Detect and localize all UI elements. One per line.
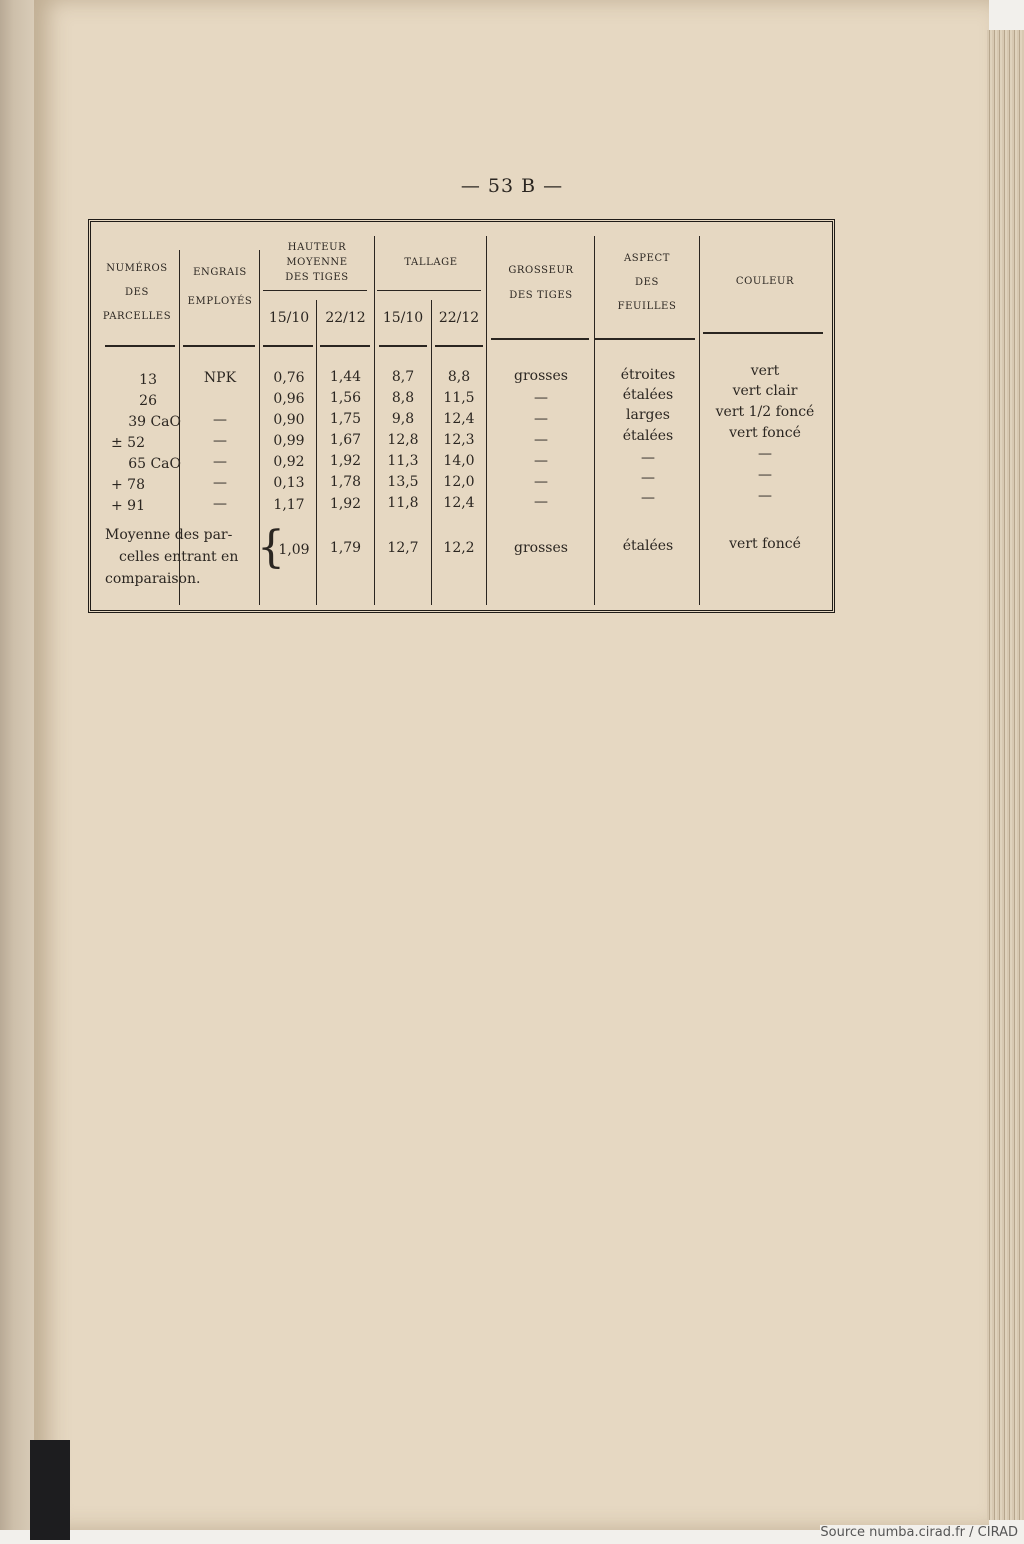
header-line: EMPLOYÉS [187,296,253,307]
header-rule [263,290,367,291]
header-rule [595,338,695,340]
cell-hauteur-1510: 0,99 [273,433,305,449]
cell-engrais: — [213,454,227,470]
mean-hauteur-1510: 1,09 [278,542,310,558]
cell-tallage-1510: 8,7 [391,369,415,385]
cell-hauteur-1510: 0,76 [273,370,305,386]
mean-label-line: comparaison. [105,571,201,587]
subheader-tallage-1510: 15/10 [382,310,424,326]
cell-grosseur: — [534,390,548,406]
cell-aspect: — [641,490,655,506]
header-line: ENGRAIS [193,267,247,278]
cell-couleur: — [758,467,772,483]
header-line: HAUTEUR [287,242,347,253]
cell-engrais: — [213,475,227,491]
header-tallage: TALLAGE [404,257,458,268]
header-couleur: COULEUR [735,276,795,287]
cell-engrais: — [213,433,227,449]
cell-aspect: — [641,470,655,486]
cell-couleur: vert clair [732,383,798,399]
cell-hauteur-1510: 1,17 [273,497,305,513]
cell-hauteur-2212: 1,78 [329,474,362,490]
cell-engrais: — [213,412,227,428]
header-line: FEUILLES [617,301,677,312]
cell-parcelle: 26 [139,393,157,409]
cell-couleur: vert 1/2 foncé [715,404,815,420]
cell-aspect: étalées [622,428,674,444]
cell-grosseur: — [534,453,548,469]
cell-hauteur-2212: 1,67 [329,432,362,448]
subheader-hauteur-1510: 15/10 [268,310,310,326]
cell-aspect: étalées [622,387,674,403]
cell-tallage-2212: 12,0 [443,474,475,490]
cell-hauteur-2212: 1,92 [329,453,362,469]
header-line: DES [125,287,149,298]
header-line: DES TIGES [509,290,573,301]
cell-parcelle: 65 CaO [128,456,181,472]
page-number: — 53 B — [460,175,564,197]
cell-tallage-2212: 8,8 [447,369,471,385]
header-rule [435,345,483,347]
mean-tallage-2212: 12,2 [443,540,475,556]
header-rule [320,345,370,347]
header-rule [105,345,175,347]
mean-hauteur-2212: 1,79 [329,540,362,556]
mean-label-line: Moyenne des par- [105,527,233,543]
cell-hauteur-2212: 1,92 [329,496,362,512]
book-spine-edge [0,0,34,1530]
header-line: MOYENNE [286,257,348,268]
mean-label [105,524,265,590]
cell-couleur: — [758,446,772,462]
cell-couleur: vert [750,363,780,379]
brace-icon: { [257,522,285,573]
cell-aspect: — [641,450,655,466]
cell-hauteur-2212: 1,56 [329,390,362,406]
header-line: ASPECT [623,253,671,264]
data-table [88,219,835,613]
cell-grosseur: — [534,432,548,448]
mean-tallage-1510: 12,7 [387,540,419,556]
cell-tallage-2212: 12,3 [443,432,475,448]
cell-grosseur: — [534,411,548,427]
header-rule [703,332,823,334]
cell-grosseur: — [534,494,548,510]
header-line: DES TIGES [285,272,349,283]
cell-couleur: vert foncé [729,425,801,441]
mean-aspect: étalées [622,538,674,554]
cell-grosseur: — [534,474,548,490]
cell-tallage-2212: 12,4 [443,495,475,511]
cell-aspect: étroites [620,367,676,383]
subheader-hauteur-2212: 22/12 [325,310,366,326]
cell-engrais: — [213,496,227,512]
cell-tallage-1510: 12,8 [387,432,419,448]
subheader-tallage-2212: 22/12 [438,310,480,326]
cell-hauteur-1510: 0,92 [273,454,305,470]
cell-tallage-2212: 11,5 [443,390,475,406]
header-rule [183,345,255,347]
header-line: GROSSEUR [508,265,574,276]
cell-tallage-1510: 13,5 [387,474,419,490]
cell-tallage-1510: 9,8 [391,411,415,427]
cell-engrais: NPK [203,370,237,386]
page-stack-edge [987,30,1024,1520]
cell-tallage-2212: 12,4 [443,411,475,427]
mean-couleur: vert foncé [729,536,801,552]
cell-tallage-1510: 11,3 [387,453,419,469]
cell-parcelle: + 78 [111,477,145,493]
cell-tallage-1510: 8,8 [391,390,415,406]
header-engrais [181,264,259,310]
header-hauteur [261,240,373,285]
cell-hauteur-1510: 0,90 [273,412,305,428]
mean-grosseur: grosses [514,540,568,556]
header-line: DES [635,277,659,288]
header-line: NUMÉROS [106,263,168,274]
cell-hauteur-2212: 1,44 [329,369,362,385]
header-aspect [595,250,699,315]
cell-tallage-1510: 11,8 [387,495,419,511]
cell-aspect: larges [626,407,670,423]
cell-tallage-2212: 14,0 [443,453,475,469]
binding-tab [30,1440,70,1540]
cell-grosseur: grosses [514,368,568,384]
cell-parcelle: 13 [139,372,157,388]
mean-label-line: celles entrant en [119,549,239,565]
cell-parcelle: ± 52 [111,435,145,451]
header-numeros [97,260,177,325]
header-rule [491,338,589,340]
header-grosseur [487,262,595,304]
cell-hauteur-1510: 0,96 [273,391,305,407]
cell-couleur: — [758,488,772,504]
cell-parcelle: + 91 [111,498,145,514]
header-rule [379,345,427,347]
header-rule [263,345,313,347]
source-credit: Source numba.cirad.fr / CIRAD [820,1525,1018,1540]
cell-parcelle: 39 CaO [128,414,181,430]
cell-hauteur-1510: 0,13 [273,475,305,491]
cell-hauteur-2212: 1,75 [329,411,362,427]
header-line: PARCELLES [102,311,172,322]
header-rule [377,290,481,291]
